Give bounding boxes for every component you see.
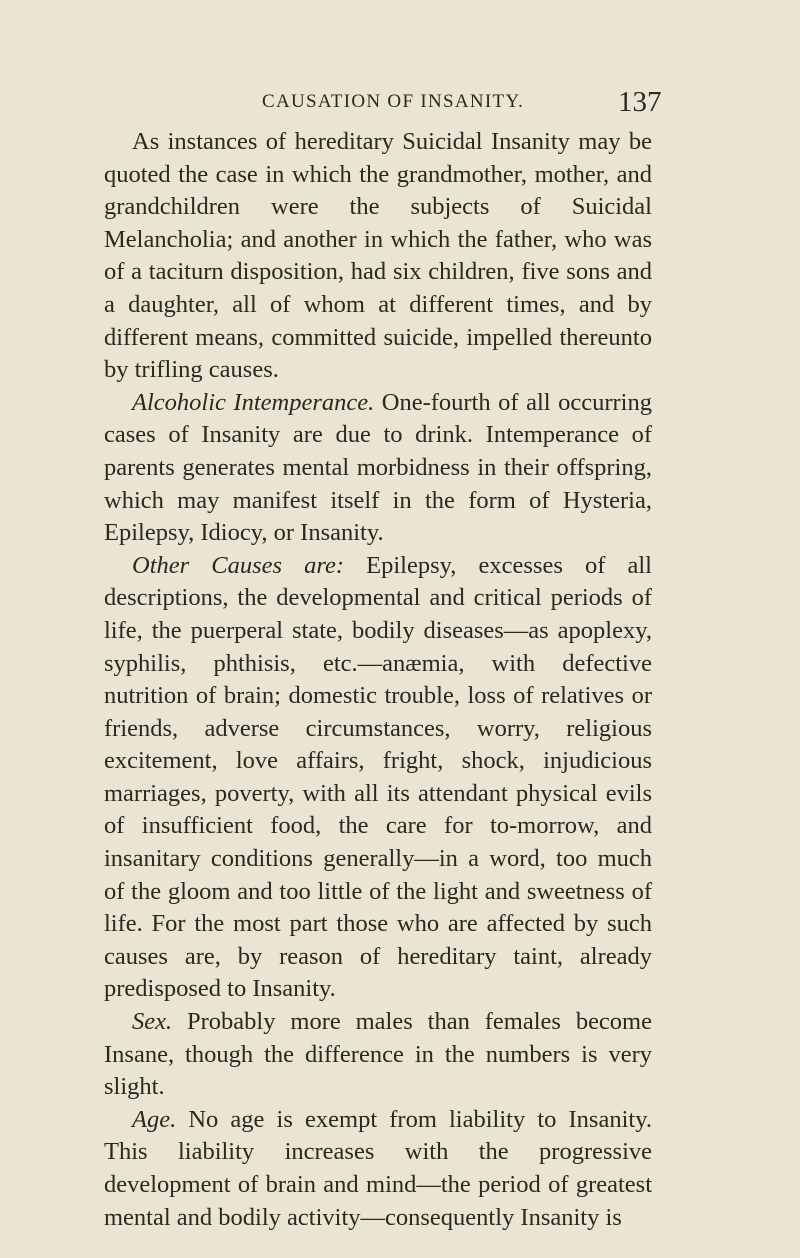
running-head-title: CAUSATION OF INSANITY. [262,91,525,112]
body-text [104,126,652,1234]
paragraph-text: Probably more males than females become Insane, though the difference in the numbers is very slight. [104,1008,652,1101]
paragraph-text: No age is exempt from liability to Insanity. This liability increases with the progressive development of brain and mind—the period of greatest mental and bodily activity—consequently Insanity is [104,1105,652,1231]
paragraph-hereditary-suicidal-insanity [104,126,652,387]
paragraph-text: As instances of hereditary Suicidal Insanity may be quoted the case in which the grandmother, mother, and grandchildren were the subjects of Suicidal Melancholia; and another in which the father, who was of a taciturn disposition, had six children, five sons and a daughter, all of whom at different times, and by different means, committed suicide, impelled thereunto by trifling causes. [104,128,652,384]
paragraph-lead: Alcoholic Intemperance. [132,388,375,416]
page-number: 137 [618,86,662,118]
paragraph-lead: Age. [132,1105,177,1133]
paragraph-text: Epilepsy, excesses of all descriptions, the developmental and critical periods of life, the puerperal state, bodily diseases—as apoplexy, syphilis, phthisis, etc.—anæmia, with defective nutrition of brain; domestic trouble, loss of relatives or friends, adverse circumstances, worry, religious excitement, love affairs, fright, shock, injudicious marriages, poverty, with all its attendant physical evils of insufficient food, the care for to-morrow, and insanitary conditions generally—in a word, too much of the gloom and too little of the light and sweetness of life. For the most part those who are affected by such causes are, by reason of hereditary taint, already predisposed to Insanity. [104,551,652,1003]
running-head [0,84,800,124]
paragraph-lead: Sex. [132,1008,173,1036]
paragraph-age [104,1104,652,1234]
paragraph-text: One-fourth of all occurring cases of Insanity are due to drink. Intemperance of parents generates mental morbidness in their offspring, which may manifest itself in the form of Hysteria, Epilepsy, Idiocy, or Insanity. [104,388,652,547]
paragraph-other-causes [104,550,652,1006]
paragraph-alcoholic-intemperance [104,387,652,550]
paragraph-lead: Other Causes are: [132,551,345,579]
paragraph-sex [104,1006,652,1104]
